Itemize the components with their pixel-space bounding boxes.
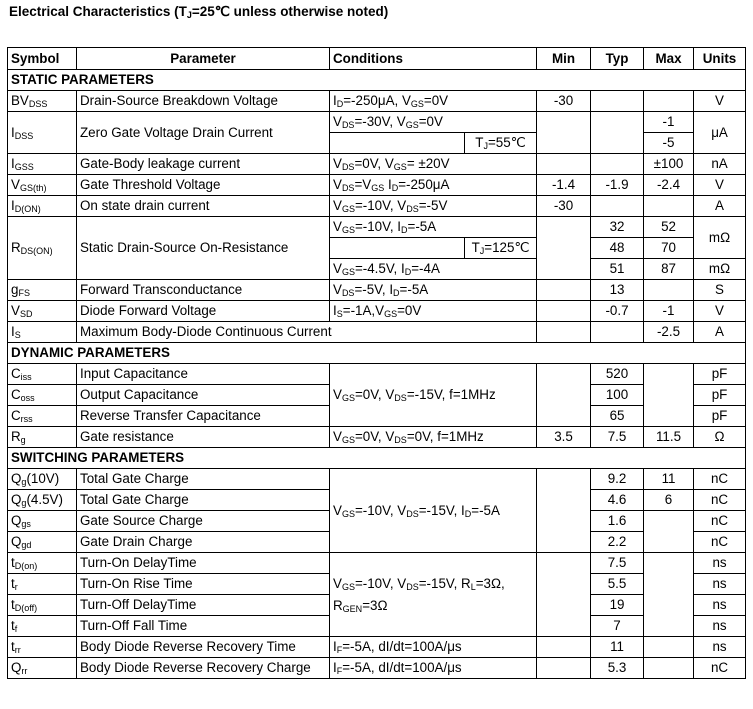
conditions-cell: $I_D=-250\mu A$, $V_{GS}=0V$ bbox=[330, 91, 537, 112]
page-title: Electrical Characteristics ($T_J=25℃$ unless otherwise noted) bbox=[9, 4, 389, 20]
typ-cell: 13 bbox=[591, 280, 644, 301]
unit-cell: A bbox=[694, 196, 746, 217]
header-max: Max bbox=[644, 48, 694, 70]
symbol-cell: $C_{rss}$ bbox=[8, 406, 77, 427]
unit-cell: ns bbox=[694, 595, 746, 616]
typ-cell bbox=[591, 196, 644, 217]
symbol-cell: $I_S$ bbox=[8, 322, 77, 343]
max-cell: 52 bbox=[644, 217, 694, 238]
parameter-cell: Turn-Off Fall Time bbox=[77, 616, 330, 637]
max-cell: -2.5 bbox=[644, 322, 694, 343]
min-cell bbox=[537, 280, 591, 301]
conditions-cell: $V_{DS}=-30V$, $V_{GS}=0V$ bbox=[330, 112, 537, 133]
symbol-cell: $t_{rr}$ bbox=[8, 637, 77, 658]
unit-cell: ns bbox=[694, 574, 746, 595]
symbol-cell: $t_{D(on)}$ bbox=[8, 553, 77, 574]
table-row bbox=[8, 154, 746, 175]
symbol-cell: $C_{oss}$ bbox=[8, 385, 77, 406]
min-cell: -1.4 bbox=[537, 175, 591, 196]
header-parameter: Parameter bbox=[77, 48, 330, 70]
symbol-cell: $t_{D(off)}$ bbox=[8, 595, 77, 616]
parameter-cell: Total Gate Charge bbox=[77, 469, 330, 490]
conditions-cell: $I_F=-5A$, dI/dt=100A/μs bbox=[330, 637, 537, 658]
conditions-cell: $V_{DS}=0V$, $V_{GS}= \pm 20V$ bbox=[330, 154, 537, 175]
max-cell bbox=[644, 511, 694, 553]
typ-cell bbox=[591, 112, 644, 154]
parameter-cell: Reverse Transfer Capacitance bbox=[77, 406, 330, 427]
typ-cell bbox=[591, 91, 644, 112]
section-dynamic: DYNAMIC PARAMETERS bbox=[8, 343, 746, 364]
table-row bbox=[8, 658, 746, 679]
max-cell: -1 bbox=[644, 112, 694, 133]
electrical-characteristics-table bbox=[7, 47, 746, 679]
table-row bbox=[8, 469, 746, 490]
parameter-cell: Output Capacitance bbox=[77, 385, 330, 406]
conditions-cell: $V_{GS}=0V$, $V_{DS}=-15V$, f=1MHz bbox=[330, 364, 537, 427]
table-row bbox=[8, 553, 746, 574]
symbol-cell: $Q_g(4.5V)$ bbox=[8, 490, 77, 511]
typ-cell: 7.5 bbox=[591, 427, 644, 448]
unit-cell: ns bbox=[694, 637, 746, 658]
min-cell bbox=[537, 217, 591, 280]
symbol-cell: $t_f$ bbox=[8, 616, 77, 637]
unit-cell: V bbox=[694, 175, 746, 196]
min-cell bbox=[537, 469, 591, 553]
max-cell: ±100 bbox=[644, 154, 694, 175]
parameter-cell: Gate Drain Charge bbox=[77, 532, 330, 553]
symbol-cell: $Q_{rr}$ bbox=[8, 658, 77, 679]
min-cell: -30 bbox=[537, 196, 591, 217]
symbol-cell: $Q_g(10V)$ bbox=[8, 469, 77, 490]
typ-cell: 32 bbox=[591, 217, 644, 238]
unit-cell: ns bbox=[694, 616, 746, 637]
typ-cell: -0.7 bbox=[591, 301, 644, 322]
conditions-cell: $V_{DS}=V_{GS}$ $I_D=-250\mu A$ bbox=[330, 175, 537, 196]
table-row bbox=[8, 280, 746, 301]
parameter-cell: Maximum Body-Diode Continuous Current bbox=[77, 322, 537, 343]
symbol-cell: $BV_{DSS}$ bbox=[8, 91, 77, 112]
typ-cell: 65 bbox=[591, 406, 644, 427]
typ-cell bbox=[591, 322, 644, 343]
parameter-cell: Body Diode Reverse Recovery Time bbox=[77, 637, 330, 658]
symbol-cell: $R_{DS(ON)}$ bbox=[8, 217, 77, 280]
parameter-cell: Total Gate Charge bbox=[77, 490, 330, 511]
symbol-cell: $I_{GSS}$ bbox=[8, 154, 77, 175]
unit-cell: nC bbox=[694, 532, 746, 553]
table-row bbox=[8, 364, 746, 385]
section-switching: SWITCHING PARAMETERS bbox=[8, 448, 746, 469]
parameter-cell: Zero Gate Voltage Drain Current bbox=[77, 112, 330, 154]
conditions-cell: $I_S=-1A,V_{GS}=0V$ bbox=[330, 301, 537, 322]
max-cell bbox=[644, 658, 694, 679]
min-cell bbox=[537, 112, 591, 154]
typ-cell: 4.6 bbox=[591, 490, 644, 511]
tj-condition-cell: $T_J=125℃$ bbox=[465, 238, 537, 259]
max-cell: 6 bbox=[644, 490, 694, 511]
min-cell bbox=[537, 637, 591, 658]
parameter-cell: Gate Source Charge bbox=[77, 511, 330, 532]
symbol-cell: $I_{D(ON)}$ bbox=[8, 196, 77, 217]
section-static: STATIC PARAMETERS bbox=[8, 70, 746, 91]
typ-cell: 100 bbox=[591, 385, 644, 406]
parameter-cell: Diode Forward Voltage bbox=[77, 301, 330, 322]
symbol-cell: $R_g$ bbox=[8, 427, 77, 448]
parameter-cell: Turn-On DelayTime bbox=[77, 553, 330, 574]
typ-cell: 5.5 bbox=[591, 574, 644, 595]
tj-condition-cell: $T_J=55℃$ bbox=[465, 133, 537, 154]
unit-cell: S bbox=[694, 280, 746, 301]
conditions-cell: $V_{GS}=-10V$, $V_{DS}=-15V$, $I_D=-5A$ bbox=[330, 469, 537, 553]
unit-cell: nC bbox=[694, 469, 746, 490]
parameter-cell: Turn-Off DelayTime bbox=[77, 595, 330, 616]
parameter-cell: Turn-On Rise Time bbox=[77, 574, 330, 595]
min-cell bbox=[537, 322, 591, 343]
parameter-cell: Input Capacitance bbox=[77, 364, 330, 385]
min-cell bbox=[537, 364, 591, 427]
max-cell: -5 bbox=[644, 133, 694, 154]
conditions-cell: $I_F=-5A$, dI/dt=100A/μs bbox=[330, 658, 537, 679]
parameter-cell: Body Diode Reverse Recovery Charge bbox=[77, 658, 330, 679]
unit-cell: pF bbox=[694, 406, 746, 427]
parameter-cell: Gate-Body leakage current bbox=[77, 154, 330, 175]
conditions-cell: $V_{GS}=-10V$, $I_D=-5A$ bbox=[330, 217, 537, 238]
max-cell bbox=[644, 553, 694, 637]
header-conditions: Conditions bbox=[330, 48, 537, 70]
max-cell: 87 bbox=[644, 259, 694, 280]
min-cell bbox=[537, 154, 591, 175]
typ-cell: 19 bbox=[591, 595, 644, 616]
symbol-cell: $I_{DSS}$ bbox=[8, 112, 77, 154]
unit-cell: V bbox=[694, 301, 746, 322]
min-cell bbox=[537, 658, 591, 679]
conditions-cell: $V_{GS}=-10V$, $V_{DS}=-5V$ bbox=[330, 196, 537, 217]
max-cell: -2.4 bbox=[644, 175, 694, 196]
unit-cell: nC bbox=[694, 511, 746, 532]
min-cell bbox=[537, 553, 591, 637]
typ-cell: 2.2 bbox=[591, 532, 644, 553]
unit-cell: mΩ bbox=[694, 259, 746, 280]
unit-cell: nC bbox=[694, 490, 746, 511]
typ-cell: 7.5 bbox=[591, 553, 644, 574]
symbol-cell: $t_r$ bbox=[8, 574, 77, 595]
unit-cell: ns bbox=[694, 553, 746, 574]
typ-cell bbox=[591, 154, 644, 175]
table-row bbox=[8, 175, 746, 196]
max-cell: -1 bbox=[644, 301, 694, 322]
table-row bbox=[8, 112, 746, 133]
symbol-cell: $Q_{gd}$ bbox=[8, 532, 77, 553]
table-row bbox=[8, 196, 746, 217]
parameter-cell: Drain-Source Breakdown Voltage bbox=[77, 91, 330, 112]
parameter-cell: Gate Threshold Voltage bbox=[77, 175, 330, 196]
table-row bbox=[8, 637, 746, 658]
max-cell bbox=[644, 91, 694, 112]
header-symbol: Symbol bbox=[8, 48, 77, 70]
symbol-cell: $V_{SD}$ bbox=[8, 301, 77, 322]
symbol-cell: $Q_{gs}$ bbox=[8, 511, 77, 532]
conditions-cell: $V_{DS}=-5V$, $I_D=-5A$ bbox=[330, 280, 537, 301]
table-row bbox=[8, 91, 746, 112]
symbol-cell: $V_{GS(th)}$ bbox=[8, 175, 77, 196]
parameter-cell: Gate resistance bbox=[77, 427, 330, 448]
table-row bbox=[8, 427, 746, 448]
min-cell bbox=[537, 301, 591, 322]
typ-cell: 51 bbox=[591, 259, 644, 280]
max-cell bbox=[644, 196, 694, 217]
unit-cell: μA bbox=[694, 112, 746, 154]
unit-cell: Ω bbox=[694, 427, 746, 448]
unit-cell: A bbox=[694, 322, 746, 343]
table-row bbox=[8, 322, 746, 343]
typ-cell: 7 bbox=[591, 616, 644, 637]
table-row bbox=[8, 217, 746, 238]
max-cell bbox=[644, 364, 694, 427]
max-cell: 11 bbox=[644, 469, 694, 490]
typ-cell: 48 bbox=[591, 238, 644, 259]
parameter-cell: On state drain current bbox=[77, 196, 330, 217]
unit-cell: nC bbox=[694, 658, 746, 679]
header-typ: Typ bbox=[591, 48, 644, 70]
parameter-cell: Static Drain-Source On-Resistance bbox=[77, 217, 330, 280]
unit-cell: mΩ bbox=[694, 217, 746, 259]
header-units: Units bbox=[694, 48, 746, 70]
typ-cell: 11 bbox=[591, 637, 644, 658]
typ-cell: -1.9 bbox=[591, 175, 644, 196]
min-cell: -30 bbox=[537, 91, 591, 112]
conditions-cell: $V_{GS}=0V$, $V_{DS}=0V$, f=1MHz bbox=[330, 427, 537, 448]
unit-cell: pF bbox=[694, 385, 746, 406]
symbol-cell: $g_{FS}$ bbox=[8, 280, 77, 301]
max-cell bbox=[644, 637, 694, 658]
unit-cell: pF bbox=[694, 364, 746, 385]
max-cell: 11.5 bbox=[644, 427, 694, 448]
typ-cell: 520 bbox=[591, 364, 644, 385]
table-row bbox=[8, 301, 746, 322]
header-min: Min bbox=[537, 48, 591, 70]
conditions-cell: $V_{GS}=-4.5V$, $I_D=-4A$ bbox=[330, 259, 537, 280]
max-cell: 70 bbox=[644, 238, 694, 259]
unit-cell: nA bbox=[694, 154, 746, 175]
symbol-cell: $C_{iss}$ bbox=[8, 364, 77, 385]
typ-cell: 1.6 bbox=[591, 511, 644, 532]
parameter-cell: Forward Transconductance bbox=[77, 280, 330, 301]
conditions-cell: $V_{GS}=-10V$, $V_{DS}=-15V$, $R_L=3\Omega$, $R_{GEN}=3\Omega$ bbox=[330, 553, 537, 637]
typ-cell: 5.3 bbox=[591, 658, 644, 679]
header-row bbox=[8, 48, 746, 70]
typ-cell: 9.2 bbox=[591, 469, 644, 490]
unit-cell: V bbox=[694, 91, 746, 112]
min-cell: 3.5 bbox=[537, 427, 591, 448]
max-cell bbox=[644, 280, 694, 301]
